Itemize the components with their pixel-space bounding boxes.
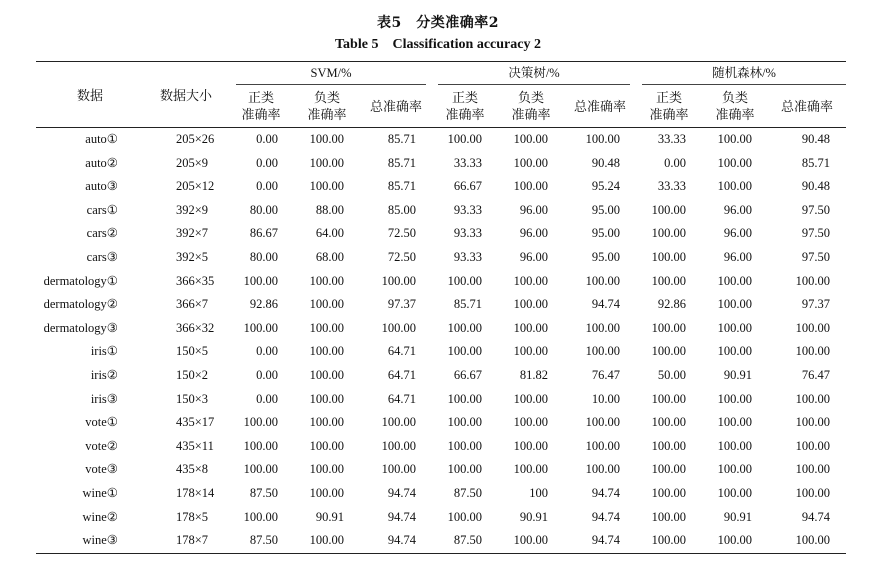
dt-neg-accuracy-cell: 100.00: [513, 132, 548, 146]
table-row: [36, 435, 846, 459]
dt-pos-accuracy-cell: 100.00: [447, 320, 482, 335]
header-neg-line1: 负类: [517, 90, 544, 105]
svm-neg-accuracy-cell: 100.00: [294, 529, 360, 553]
rf-neg-accuracy-cell: 90.91: [723, 367, 753, 382]
rf-pos-accuracy-cell: 0.00: [664, 155, 687, 170]
dt-total-accuracy-cell: 10.00: [591, 391, 621, 406]
dt-neg-accuracy-cell: 100.00: [498, 529, 564, 553]
dataset-name-cell: auto①: [85, 132, 118, 146]
dt-pos-accuracy-cell: 87.50: [453, 485, 482, 500]
rf-total-accuracy-cell: 100.00: [795, 391, 831, 406]
rf-total-accuracy-cell: 97.50: [801, 226, 831, 241]
rf-pos-accuracy-cell: 100.00: [651, 509, 687, 524]
dataset-size-cell: 392×9: [176, 202, 209, 217]
dataset-name-cell: iris②: [90, 367, 118, 382]
table-caption-cn: 表5 分类准确率2: [377, 15, 499, 31]
rf-pos-accuracy-cell: 100.00: [651, 226, 687, 241]
dataset-name-cell: iris③: [90, 391, 118, 406]
rf-neg-accuracy-cell: 100.00: [717, 132, 753, 146]
dataset-size-cell: 366×32: [176, 320, 215, 335]
svm-pos-accuracy-cell: 0.00: [256, 391, 278, 406]
dataset-name-cell: dermatology①: [43, 273, 118, 288]
rf-total-accuracy-cell: 100.00: [795, 485, 831, 500]
dt-neg-accuracy-cell: 100.00: [513, 415, 548, 430]
header-group-svm: [228, 62, 432, 86]
rf-pos-accuracy-cell: 100.00: [651, 438, 687, 453]
svm-total-accuracy-cell: 85.00: [387, 202, 416, 217]
header-svm-neg: [294, 85, 360, 128]
dt-pos-accuracy-cell: 66.67: [453, 367, 482, 382]
dataset-size-cell: 366×35: [176, 273, 215, 288]
svm-total-accuracy-cell: 94.74: [387, 509, 416, 524]
rf-neg-accuracy-cell: 100.00: [717, 179, 753, 194]
dt-neg-accuracy-cell: 90.91: [519, 509, 548, 524]
svm-neg-accuracy-cell: 100.00: [309, 179, 344, 194]
header-svm-pos: [228, 85, 294, 128]
svm-total-accuracy-cell: 100.00: [381, 320, 416, 335]
table-row: [36, 199, 846, 223]
rf-neg-accuracy-cell: 100.00: [717, 320, 753, 335]
header-group-random-forest: [636, 62, 846, 86]
dataset-name-cell: cars①: [86, 202, 118, 217]
svm-total-accuracy-cell: 100.00: [381, 462, 416, 477]
rf-total-accuracy-cell: 90.48: [801, 132, 831, 146]
dt-neg-accuracy-cell: 100.00: [513, 438, 548, 453]
svm-total-accuracy-cell: 64.71: [387, 391, 416, 406]
dataset-name-cell: iris①: [90, 344, 118, 359]
dt-total-accuracy-cell: 95.00: [591, 249, 621, 264]
header-pos-line2: 准确率: [445, 107, 485, 122]
svm-total-accuracy-cell: 94.74: [360, 529, 432, 553]
header-neg-line1: 负类: [313, 90, 340, 105]
rf-total-accuracy-cell: 100.00: [795, 462, 831, 477]
svm-total-accuracy-cell: 85.71: [387, 155, 416, 170]
rf-total-accuracy-cell: 100.00: [768, 529, 846, 553]
table-row: [36, 317, 846, 341]
svm-neg-accuracy-cell: 100.00: [309, 273, 344, 288]
rf-neg-accuracy-cell: 100.00: [702, 529, 768, 553]
rf-neg-accuracy-cell: 100.00: [717, 391, 753, 406]
dataset-size-cell: 205×12: [176, 179, 215, 194]
dataset-name-cell: dermatology③: [43, 320, 118, 335]
svm-neg-accuracy-cell: 68.00: [315, 249, 344, 264]
rf-total-accuracy-cell: 97.37: [801, 297, 831, 312]
svm-pos-accuracy-cell: 87.50: [228, 529, 294, 553]
rf-pos-accuracy-cell: 100.00: [651, 391, 687, 406]
classification-accuracy-table: [36, 61, 846, 554]
rf-neg-accuracy-cell: 100.00: [717, 415, 753, 430]
dataset-name-cell: vote②: [85, 438, 118, 453]
dt-total-accuracy-cell: 100.00: [585, 438, 621, 453]
dataset-name-cell: cars②: [86, 226, 118, 241]
header-rf-total: 总准确率: [768, 85, 846, 128]
dt-neg-accuracy-cell: 100.00: [513, 462, 548, 477]
dt-total-accuracy-cell: 94.74: [591, 297, 621, 312]
dt-pos-accuracy-cell: 33.33: [453, 155, 482, 170]
header-group-rf-label: 随机森林/%: [642, 62, 846, 85]
rf-total-accuracy-cell: 100.00: [795, 273, 831, 288]
rf-total-accuracy-cell: 85.71: [801, 155, 831, 170]
svm-total-accuracy-cell: 64.71: [387, 367, 416, 382]
rf-neg-accuracy-cell: 96.00: [723, 202, 753, 217]
dt-total-accuracy-cell: 100.00: [585, 415, 621, 430]
rf-neg-accuracy-cell: 90.91: [723, 509, 753, 524]
table-row: [36, 529, 846, 553]
rf-neg-accuracy-cell: 100.00: [717, 297, 753, 312]
svm-total-accuracy-cell: 72.50: [387, 226, 416, 241]
header-pos-line2: 准确率: [241, 107, 281, 122]
dt-neg-accuracy-cell: 96.00: [519, 202, 548, 217]
rf-neg-accuracy-cell: 100.00: [717, 155, 753, 170]
dt-pos-accuracy-cell: 93.33: [453, 202, 482, 217]
dataset-name-cell: auto②: [85, 155, 118, 170]
svm-neg-accuracy-cell: 100.00: [309, 320, 344, 335]
dt-neg-accuracy-cell: 96.00: [519, 249, 548, 264]
svm-neg-accuracy-cell: 64.00: [315, 226, 344, 241]
header-neg-line2: 准确率: [511, 107, 551, 122]
rf-pos-accuracy-cell: 33.33: [657, 179, 687, 194]
svm-pos-accuracy-cell: 100.00: [243, 509, 278, 524]
rf-neg-accuracy-cell: 96.00: [723, 249, 753, 264]
dt-total-accuracy-cell: 100.00: [585, 273, 621, 288]
header-neg-line2: 准确率: [307, 107, 347, 122]
svm-total-accuracy-cell: 64.71: [387, 344, 416, 359]
svm-total-accuracy-cell: 85.71: [387, 179, 416, 194]
dt-pos-accuracy-cell: 66.67: [453, 179, 482, 194]
table-row: [36, 458, 846, 482]
svm-pos-accuracy-cell: 100.00: [243, 273, 278, 288]
dt-pos-accuracy-cell: 100.00: [447, 438, 482, 453]
dt-total-accuracy-cell: 100.00: [585, 320, 621, 335]
table-caption-en-text: Classification accuracy 2: [392, 37, 541, 52]
rf-pos-accuracy-cell: 100.00: [651, 462, 687, 477]
dt-neg-accuracy-cell: 96.00: [519, 226, 548, 241]
rf-neg-accuracy-cell: 100.00: [717, 273, 753, 288]
header-group-dt-label: 决策树/%: [438, 62, 630, 85]
svm-neg-accuracy-cell: 100.00: [309, 297, 344, 312]
dt-pos-accuracy-cell: 100.00: [447, 462, 482, 477]
header-neg-line1: 负类: [722, 90, 749, 105]
table-row: [36, 222, 846, 246]
table-row: [36, 293, 846, 317]
svm-pos-accuracy-cell: 86.67: [249, 226, 278, 241]
next-caption-fragment: [380, 562, 520, 568]
rf-pos-accuracy-cell: 100.00: [651, 344, 687, 359]
svm-pos-accuracy-cell: 100.00: [243, 438, 278, 453]
header-pos-line1: 正类: [451, 90, 478, 105]
rf-pos-accuracy-cell: 50.00: [657, 367, 687, 382]
dataset-name-cell: dermatology②: [43, 297, 118, 312]
svm-neg-accuracy-cell: 100.00: [309, 391, 344, 406]
rf-neg-accuracy-cell: 100.00: [717, 438, 753, 453]
rf-pos-accuracy-cell: 100.00: [651, 485, 687, 500]
dataset-size-cell: 366×7: [176, 297, 209, 312]
svm-neg-accuracy-cell: 100.00: [309, 415, 344, 430]
dt-neg-accuracy-cell: 100.00: [513, 273, 548, 288]
svm-neg-accuracy-cell: 100.00: [309, 485, 344, 500]
dataset-name-cell: cars③: [86, 249, 118, 264]
dataset-size-cell: 435×17: [176, 415, 215, 430]
table-row: [36, 506, 846, 530]
rf-pos-accuracy-cell: 100.00: [651, 320, 687, 335]
table-row: [36, 340, 846, 364]
table-row: [36, 246, 846, 270]
dt-pos-accuracy-cell: 87.50: [432, 529, 498, 553]
dt-neg-accuracy-cell: 100.00: [513, 344, 548, 359]
rf-pos-accuracy-cell: 100.00: [636, 529, 702, 553]
header-neg-line2: 准确率: [715, 107, 755, 122]
rf-pos-accuracy-cell: 100.00: [651, 249, 687, 264]
header-pos-line1: 正类: [247, 90, 274, 105]
dataset-name-cell: vote③: [85, 462, 118, 477]
rf-total-accuracy-cell: 100.00: [795, 438, 831, 453]
svm-neg-accuracy-cell: 100.00: [309, 367, 344, 382]
table-row: [36, 152, 846, 176]
dt-pos-accuracy-cell: 100.00: [447, 132, 482, 146]
dt-pos-accuracy-cell: 100.00: [447, 344, 482, 359]
svm-pos-accuracy-cell: 92.86: [249, 297, 278, 312]
dataset-size-cell: 150×5: [176, 344, 209, 359]
svm-pos-accuracy-cell: 100.00: [243, 320, 278, 335]
svm-neg-accuracy-cell: 100.00: [309, 132, 344, 146]
dt-total-accuracy-cell: 76.47: [591, 367, 621, 382]
header-pos-line1: 正类: [656, 90, 683, 105]
table-row: [36, 175, 846, 199]
dataset-size-cell: 178×5: [176, 509, 209, 524]
table-caption-en-label: Table 5: [335, 37, 379, 52]
rf-neg-accuracy-cell: 100.00: [717, 485, 753, 500]
svm-pos-accuracy-cell: 80.00: [249, 202, 278, 217]
rf-pos-accuracy-cell: 33.33: [657, 132, 687, 146]
svm-total-accuracy-cell: 100.00: [381, 438, 416, 453]
svm-pos-accuracy-cell: 0.00: [256, 367, 278, 382]
rf-pos-accuracy-cell: 92.86: [657, 297, 687, 312]
dt-total-accuracy-cell: 95.24: [591, 179, 621, 194]
svm-total-accuracy-cell: 97.37: [387, 297, 416, 312]
rf-total-accuracy-cell: 94.74: [801, 509, 831, 524]
dataset-name-cell: vote①: [85, 415, 118, 430]
dt-neg-accuracy-cell: 100.00: [513, 320, 548, 335]
dt-neg-accuracy-cell: 100.00: [513, 391, 548, 406]
dataset-size-cell: 178×7: [144, 529, 228, 553]
rf-total-accuracy-cell: 100.00: [795, 320, 831, 335]
header-dt-pos: [432, 85, 498, 128]
table-row: [36, 270, 846, 294]
dt-neg-accuracy-cell: 100.00: [513, 179, 548, 194]
rf-pos-accuracy-cell: 100.00: [651, 202, 687, 217]
rf-pos-accuracy-cell: 100.00: [651, 273, 687, 288]
dt-pos-accuracy-cell: 100.00: [447, 273, 482, 288]
svm-neg-accuracy-cell: 88.00: [315, 202, 344, 217]
svm-pos-accuracy-cell: 0.00: [256, 155, 278, 170]
svm-total-accuracy-cell: 100.00: [381, 415, 416, 430]
dt-total-accuracy-cell: 94.74: [564, 529, 636, 553]
svm-total-accuracy-cell: 94.74: [387, 485, 416, 500]
dt-total-accuracy-cell: 90.48: [591, 155, 621, 170]
header-group-svm-label: SVM/%: [236, 62, 426, 85]
table-row: [36, 482, 846, 506]
header-data: 数据: [36, 62, 144, 128]
dataset-size-cell: 150×2: [176, 367, 209, 382]
rf-pos-accuracy-cell: 100.00: [651, 415, 687, 430]
svm-neg-accuracy-cell: 90.91: [315, 509, 344, 524]
header-size: 数据大小: [144, 62, 228, 128]
dt-total-accuracy-cell: 100.00: [585, 462, 621, 477]
table-row: [36, 128, 846, 152]
dataset-name-cell: wine③: [36, 529, 144, 553]
dt-pos-accuracy-cell: 100.00: [447, 509, 482, 524]
rf-total-accuracy-cell: 100.00: [795, 415, 831, 430]
dt-pos-accuracy-cell: 93.33: [453, 249, 482, 264]
rf-total-accuracy-cell: 90.48: [801, 179, 831, 194]
dataset-size-cell: 392×7: [176, 226, 209, 241]
dt-neg-accuracy-cell: 81.82: [519, 367, 548, 382]
rf-total-accuracy-cell: 97.50: [801, 249, 831, 264]
dataset-size-cell: 392×5: [176, 249, 209, 264]
dt-total-accuracy-cell: 100.00: [585, 132, 621, 146]
rf-neg-accuracy-cell: 100.00: [717, 462, 753, 477]
header-rf-neg: [702, 85, 768, 128]
dt-neg-accuracy-cell: 100.00: [513, 297, 548, 312]
svm-total-accuracy-cell: 100.00: [381, 273, 416, 288]
rf-neg-accuracy-cell: 96.00: [723, 226, 753, 241]
table-row: [36, 411, 846, 435]
dataset-size-cell: 435×11: [176, 438, 214, 453]
svm-pos-accuracy-cell: 0.00: [256, 132, 278, 146]
svm-neg-accuracy-cell: 100.00: [309, 438, 344, 453]
svm-pos-accuracy-cell: 100.00: [243, 462, 278, 477]
dt-total-accuracy-cell: 95.00: [591, 226, 621, 241]
dt-pos-accuracy-cell: 100.00: [447, 415, 482, 430]
svm-pos-accuracy-cell: 0.00: [256, 179, 278, 194]
dataset-name-cell: wine①: [82, 485, 118, 500]
dt-pos-accuracy-cell: 93.33: [453, 226, 482, 241]
table-body: [36, 128, 846, 554]
svm-pos-accuracy-cell: 100.00: [243, 415, 278, 430]
svm-pos-accuracy-cell: 80.00: [249, 249, 278, 264]
dataset-name-cell: auto③: [85, 179, 118, 194]
rf-total-accuracy-cell: 97.50: [801, 202, 831, 217]
svm-neg-accuracy-cell: 100.00: [309, 155, 344, 170]
header-dt-total: 总准确率: [564, 85, 636, 128]
dt-pos-accuracy-cell: 100.00: [447, 391, 482, 406]
header-dt-neg: [498, 85, 564, 128]
dt-total-accuracy-cell: 95.00: [591, 202, 621, 217]
rf-total-accuracy-cell: 100.00: [795, 344, 831, 359]
table-row: [36, 388, 846, 412]
svm-total-accuracy-cell: 72.50: [387, 249, 416, 264]
header-svm-total: 总准确率: [360, 85, 432, 128]
header-pos-line2: 准确率: [649, 107, 689, 122]
dataset-name-cell: wine②: [82, 509, 118, 524]
header-group-decision-tree: [432, 62, 636, 86]
dt-total-accuracy-cell: 100.00: [585, 344, 621, 359]
dt-total-accuracy-cell: 94.74: [591, 509, 621, 524]
table-row: [36, 364, 846, 388]
dt-pos-accuracy-cell: 85.71: [453, 297, 482, 312]
svm-total-accuracy-cell: 85.71: [387, 132, 416, 146]
svm-neg-accuracy-cell: 100.00: [309, 344, 344, 359]
dt-neg-accuracy-cell: 100: [529, 485, 548, 500]
dt-neg-accuracy-cell: 100.00: [513, 155, 548, 170]
dataset-size-cell: 435×8: [176, 462, 209, 477]
dt-total-accuracy-cell: 94.74: [591, 485, 621, 500]
svm-pos-accuracy-cell: 0.00: [256, 344, 278, 359]
svm-pos-accuracy-cell: 87.50: [249, 485, 278, 500]
dataset-size-cell: 150×3: [176, 391, 209, 406]
rf-neg-accuracy-cell: 100.00: [717, 344, 753, 359]
table-caption-en: [0, 37, 876, 53]
dataset-size-cell: 205×26: [176, 132, 215, 146]
header-rf-pos: [636, 85, 702, 128]
dataset-size-cell: 205×9: [176, 155, 209, 170]
rf-total-accuracy-cell: 76.47: [801, 367, 831, 382]
svm-neg-accuracy-cell: 100.00: [309, 462, 344, 477]
dataset-size-cell: 178×14: [176, 485, 215, 500]
